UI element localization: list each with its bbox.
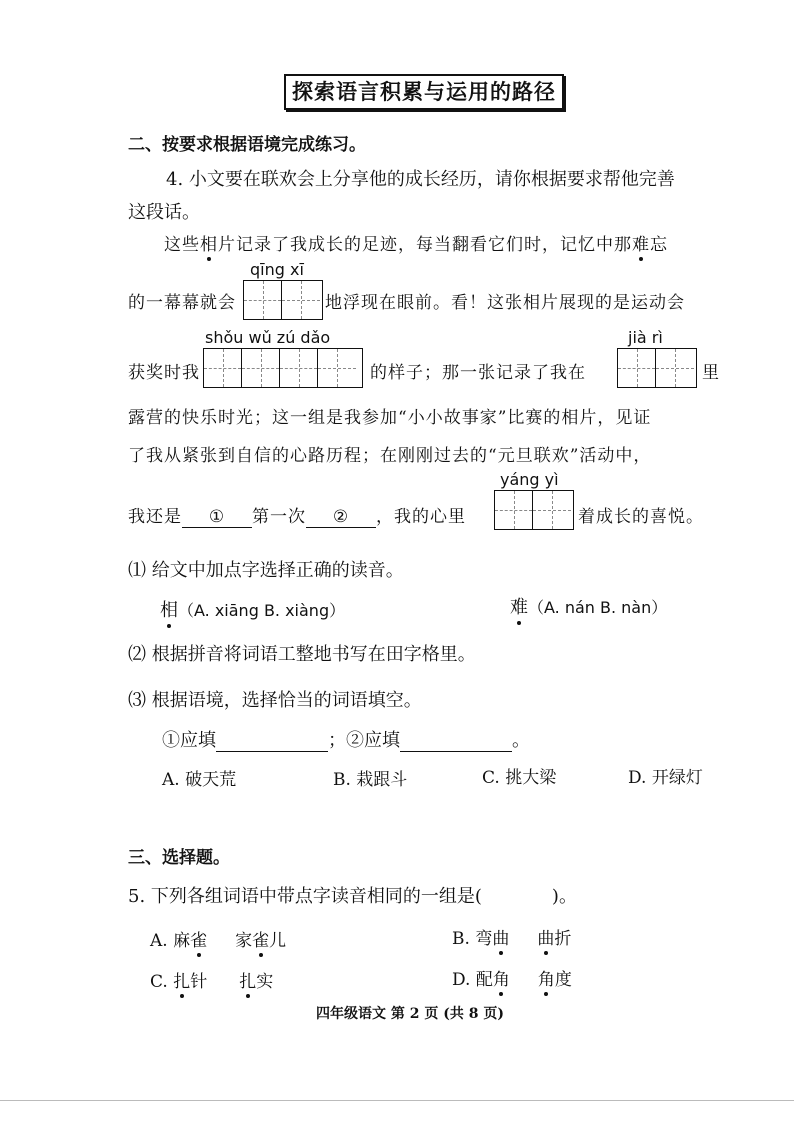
passage-line-4: 露营的快乐时光；这一组是我参加“小小故事家”比赛的相片，见证 (128, 408, 652, 428)
tianzige-cell[interactable] (280, 349, 318, 387)
tianzige-cell[interactable] (533, 491, 571, 529)
tianzige-cell[interactable] (495, 491, 533, 529)
passage-line-6d: 着成长的喜悦。 (578, 507, 704, 527)
option-d[interactable]: D. 开绿灯 (628, 768, 703, 788)
reading-options: （A. xiāng B. xiàng） (178, 601, 346, 620)
choice-d[interactable] (452, 965, 572, 990)
choice-label: C. (150, 972, 174, 992)
passage-text: 这些 (164, 235, 200, 255)
fill-label-1: ①应填 (162, 730, 216, 751)
passage-text: 片记录了我成长的足迹，每当翻看它们时，记忆中那 (218, 235, 632, 255)
dotted-char-nan: 难 (632, 230, 650, 255)
choice-char: 弯 (475, 929, 493, 949)
answer-blank[interactable] (482, 886, 552, 907)
dotted-char: 扎 (239, 967, 256, 992)
choice-a[interactable] (150, 926, 286, 951)
dotted-char: 相 (160, 596, 178, 622)
dotted-char: 雀 (190, 926, 207, 951)
option-a[interactable]: A. 破天荒 (162, 770, 237, 790)
choice-char: 针 (190, 972, 208, 992)
choice-char: 家 (235, 931, 253, 951)
fill-label-2: ②应填 (346, 730, 400, 751)
pinyin-yangyi: yáng yì (500, 470, 559, 489)
passage-line-1 (164, 230, 668, 255)
passage-text: 忘 (650, 235, 668, 255)
fill-in-row (162, 726, 530, 752)
sub-question-3: ⑶ 根据语境，选择恰当的词语填空。 (128, 690, 422, 711)
reading-options: （A. nán B. nàn） (528, 598, 668, 617)
choice-char: 度 (554, 970, 572, 990)
tianzige-jiari[interactable] (617, 348, 697, 388)
tianzige-shouwuzudao[interactable] (203, 348, 363, 388)
section-2-heading: 二、按要求根据语境完成练习。 (128, 135, 366, 155)
choice-char: 配 (475, 970, 493, 990)
choice-char: 折 (554, 929, 572, 949)
page-footer: 四年级语文 第 2 页 (共 8 页) (316, 1006, 504, 1022)
question-4-line-2: 这段话。 (128, 202, 200, 223)
tianzige-cell[interactable] (204, 349, 242, 387)
passage-text: 我还是 (128, 507, 182, 527)
choice-b[interactable] (452, 924, 571, 949)
section-3-heading: 三、选择题。 (128, 848, 230, 868)
tianzige-cell[interactable] (244, 281, 282, 319)
choice-char: 儿 (269, 931, 287, 951)
passage-text: ，我的心里 (376, 507, 466, 527)
fill-blank-1[interactable] (216, 730, 328, 752)
option-b[interactable]: B. 栽跟斗 (333, 770, 408, 790)
question-5 (128, 882, 577, 908)
fill-end: 。 (512, 730, 530, 751)
passage-line-6 (128, 502, 466, 528)
pinyin-qingxi: qīng xī (250, 260, 304, 279)
fill-separator: ； (328, 730, 346, 751)
dotted-char: 扎 (173, 967, 190, 992)
passage-line-2b: 地浮现在眼前。看！这张相片展现的是运动会 (325, 293, 685, 313)
sub-question-2: ⑵ 根据拼音将词语工整地书写在田字格里。 (128, 644, 476, 665)
tianzige-cell[interactable] (242, 349, 280, 387)
divider (0, 1100, 794, 1101)
sub-question-1: ⑴ 给文中加点字选择正确的读音。 (128, 560, 404, 581)
question-5-end: )。 (551, 886, 577, 907)
tianzige-cell[interactable] (656, 349, 694, 387)
question-4-line-1: 4. 小文要在联欢会上分享他的成长经历，请你根据要求帮他完善 (166, 169, 675, 190)
blank-1[interactable]: ① (182, 507, 252, 528)
choice-label: A. (150, 931, 174, 951)
page-title: 探索语言积累与运用的路径 (284, 74, 564, 110)
option-c[interactable]: C. 挑大梁 (482, 768, 557, 788)
dotted-char: 角 (493, 965, 510, 990)
question-5-text: 5. 下列各组词语中带点字读音相同的一组是( (128, 886, 482, 907)
choice-char: 麻 (173, 931, 191, 951)
fill-blank-2[interactable] (400, 730, 512, 752)
pinyin-jiari: jià rì (628, 328, 663, 347)
dotted-char: 难 (510, 593, 528, 619)
blank-2[interactable]: ② (306, 507, 376, 528)
passage-line-2a: 的一幕幕就会 (128, 293, 236, 313)
tianzige-cell[interactable] (282, 281, 320, 319)
dotted-char: 雀 (252, 926, 269, 951)
passage-line-3c: 里 (702, 363, 720, 383)
pinyin-shouwuzudao: shǒu wǔ zú dǎo (205, 328, 331, 347)
dotted-char: 曲 (537, 924, 554, 949)
choice-label: D. (452, 970, 476, 990)
tianzige-cell[interactable] (618, 349, 656, 387)
tianzige-cell[interactable] (318, 349, 356, 387)
choice-label: B. (452, 929, 476, 949)
dotted-char-xiang: 相 (200, 230, 218, 255)
choice-c[interactable] (150, 967, 273, 992)
dotted-char: 曲 (492, 924, 509, 949)
passage-text: 第一次 (252, 507, 306, 527)
passage-line-3a: 获奖时我 (128, 363, 200, 383)
reading-choice-xiang (160, 596, 345, 622)
choice-char: 实 (256, 972, 274, 992)
tianzige-qingxi[interactable] (243, 280, 323, 320)
passage-line-3b: 的样子；那一张记录了我在 (370, 363, 586, 383)
dotted-char: 角 (538, 965, 555, 990)
reading-choice-nan (510, 593, 667, 619)
passage-line-5: 了我从紧张到自信的心路历程；在刚刚过去的“元旦联欢”活动中， (128, 446, 652, 466)
tianzige-yangyi[interactable] (494, 490, 574, 530)
